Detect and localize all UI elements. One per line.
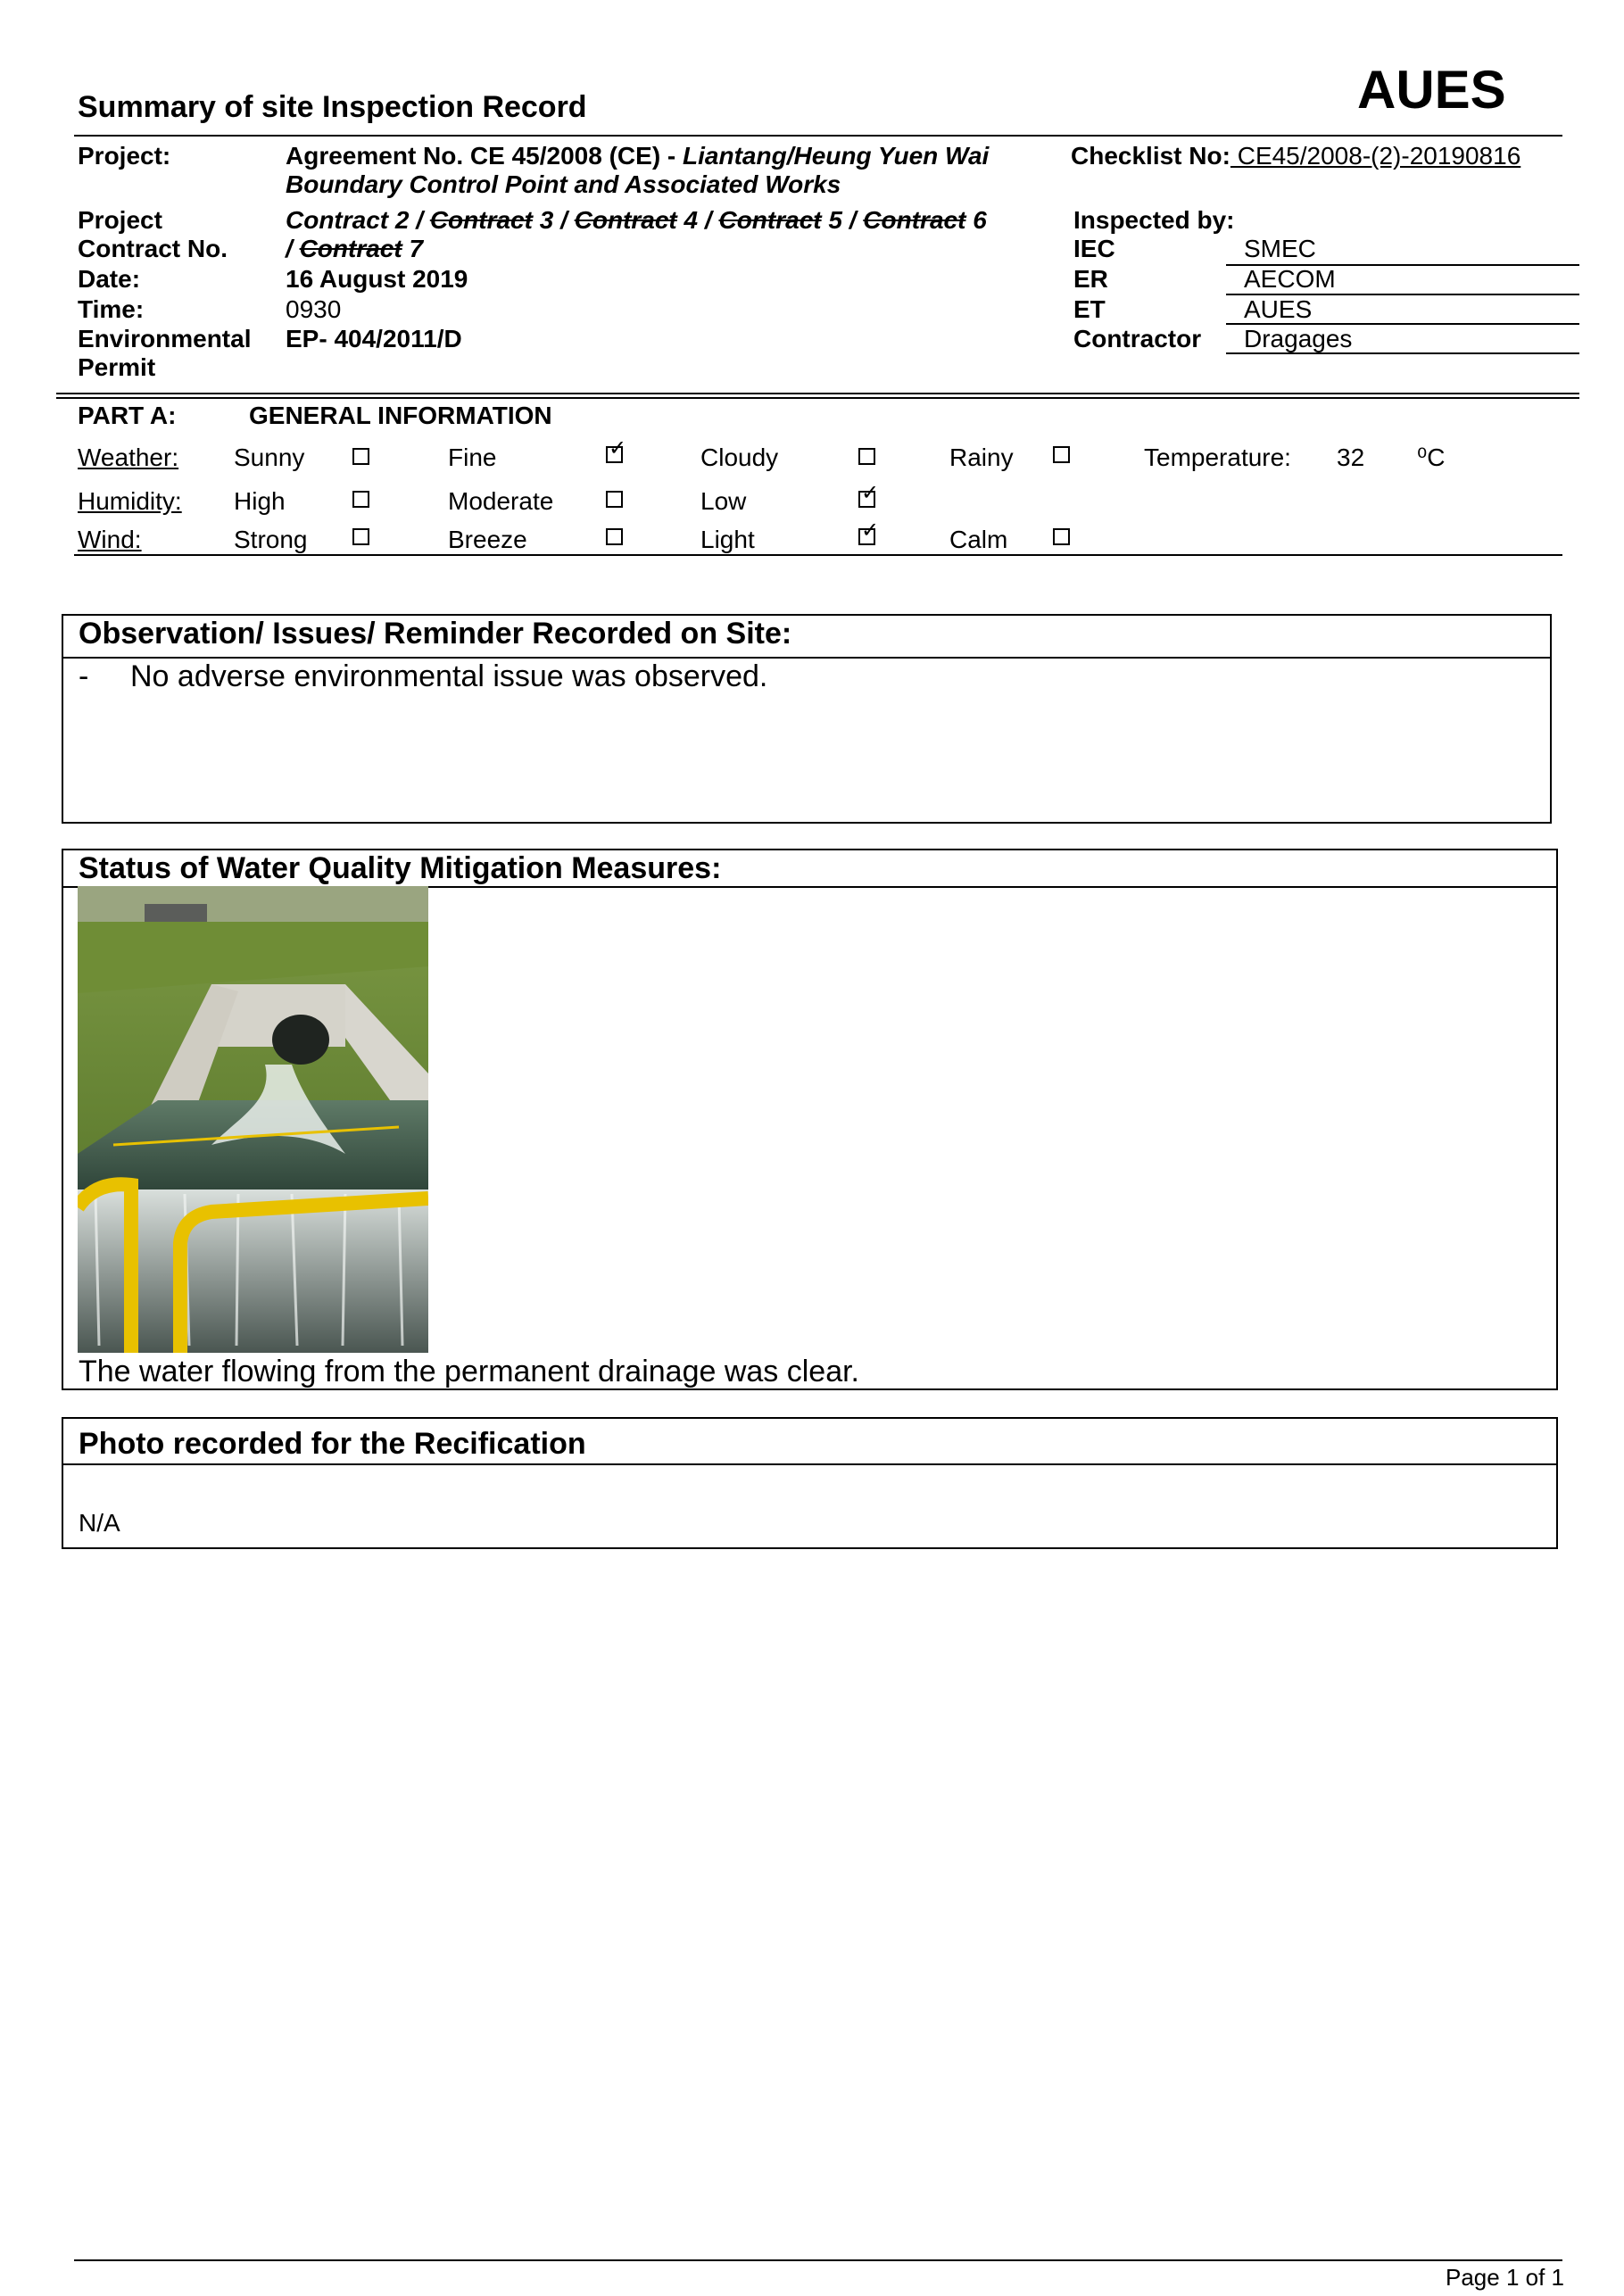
rectification-title: Photo recorded for the Recification [79,1427,586,1461]
weather-sunny-checkbox[interactable] [352,448,369,465]
contract-label-line2: Contract No. [78,235,228,262]
observation-title: Observation/ Issues/ Reminder Recorded on Site: [79,617,792,651]
inspector-name-et: AUES [1244,295,1313,323]
wind-option-calm: Calm [949,526,1008,553]
temperature-label: Temperature: [1144,443,1291,471]
weather-fine-checkbox[interactable] [606,435,627,463]
wind-strong-checkbox[interactable] [352,528,369,545]
contract-label-line1: Project [78,206,162,234]
contract-line1-segment: 4 / [676,206,719,234]
wind-option-breeze: Breeze [448,526,527,553]
time-value: 0930 [286,295,342,323]
weather-rainy-checkbox[interactable] [1053,446,1070,463]
permit-label-line1: Environmental [78,325,252,352]
humidity-high-checkbox[interactable] [352,491,369,508]
contract-line1-segment: Contract [718,206,822,234]
temperature-value: 32 [1337,443,1365,471]
observation-bullet: - [79,659,89,693]
observation-section [62,614,1552,824]
contract-values-line1 [286,205,987,236]
rectification-text: N/A [79,1509,120,1537]
checklist-number [1071,141,1520,171]
wind-breeze-checkbox[interactable] [606,528,623,545]
brand-logo-text: AUES [1357,60,1506,120]
contract-line1-segment: 5 / [821,206,864,234]
checklist-value: CE45/2008-(2)-20190816 [1230,142,1521,170]
observation-text: No adverse environmental issue was observed. [130,659,768,693]
contract-line2-segment: 7 [402,235,424,262]
temperature-unit: ⁰C [1417,443,1446,471]
inspector-name-er: AECOM [1244,265,1336,293]
project-label: Project: [78,142,171,170]
part-a-title: GENERAL INFORMATION [249,402,552,429]
permit-value: EP- 404/2011/D [286,325,462,352]
project-agreement-text: Agreement No. CE 45/2008 (CE) - [286,142,684,170]
date-value: 16 August 2019 [286,265,468,293]
contract-line1-segment: 3 / [532,206,575,234]
humidity-label: Humidity: [78,487,182,515]
inspector-role-er: ER [1073,265,1108,293]
inspector-role-et: ET [1073,295,1106,323]
humidity-low-checkbox[interactable] [858,480,880,508]
drainage-photo [78,886,428,1353]
wind-option-light: Light [700,526,755,553]
water-quality-caption: The water flowing from the permanent drainage was clear. [79,1355,860,1388]
humidity-option-moderate: Moderate [448,487,554,515]
project-value [286,141,989,171]
humidity-option-low: Low [700,487,747,515]
humidity-option-high: High [234,487,286,515]
wind-light-checkmark: ✓ [861,518,880,543]
page-number: Page 1 of 1 [1446,2264,1564,2291]
weather-cloudy-checkbox[interactable] [858,448,875,465]
weather-label: Weather: [78,443,179,471]
weather-option-fine: Fine [448,443,497,471]
checklist-label: Checklist No: [1071,142,1230,170]
document-title: Summary of site Inspection Record [78,90,587,124]
wind-calm-checkbox[interactable] [1053,528,1070,545]
footer-rule [74,2259,1562,2261]
contract-line1-segment: Contract [574,206,677,234]
weather-fine-checkmark: ✓ [609,435,627,460]
wind-label: Wind: [78,526,142,553]
permit-label-line2: Permit [78,353,156,381]
contract-line2-segment: / [286,235,300,262]
contract-values-line2 [286,234,423,264]
weather-option-rainy: Rainy [949,443,1014,471]
wind-option-strong: Strong [234,526,308,553]
inspector-name-iec: SMEC [1244,235,1316,262]
rectification-section [62,1417,1558,1549]
rectification-title-rule [63,1463,1556,1465]
inspected-by-label: Inspected by: [1073,206,1235,234]
inspector-name-contractor: Dragages [1244,325,1353,352]
inspector-role-contractor: Contractor [1073,325,1202,352]
humidity-low-checkmark: ✓ [861,480,880,505]
contract-line1-segment: 6 [965,206,987,234]
section-divider-bottom [56,397,1579,399]
header-rule [74,135,1562,137]
wind-light-checkbox[interactable] [858,518,880,545]
project-name-line2: Boundary Control Point and Associated Works [286,170,841,198]
weather-option-sunny: Sunny [234,443,305,471]
weather-option-cloudy: Cloudy [700,443,779,471]
contract-line1-segment: Contract [429,206,533,234]
section-divider-top [56,393,1579,394]
date-label: Date: [78,265,141,293]
contract-line1-segment: Contract [863,206,966,234]
inspector-role-iec: IEC [1073,235,1115,262]
drainage-photo-drawing [78,886,428,1353]
contract-line1-segment: Contract 2 / [286,206,430,234]
part-a-label: PART A: [78,402,177,429]
water-quality-title: Status of Water Quality Mitigation Measures: [79,851,722,885]
humidity-moderate-checkbox[interactable] [606,491,623,508]
part-a-bottom-rule [74,554,1562,556]
project-name-line1: Liantang/Heung Yuen Wai [683,142,990,170]
contract-line2-segment: Contract [299,235,402,262]
inspector-line-contractor [1226,352,1579,354]
time-label: Time: [78,295,145,323]
